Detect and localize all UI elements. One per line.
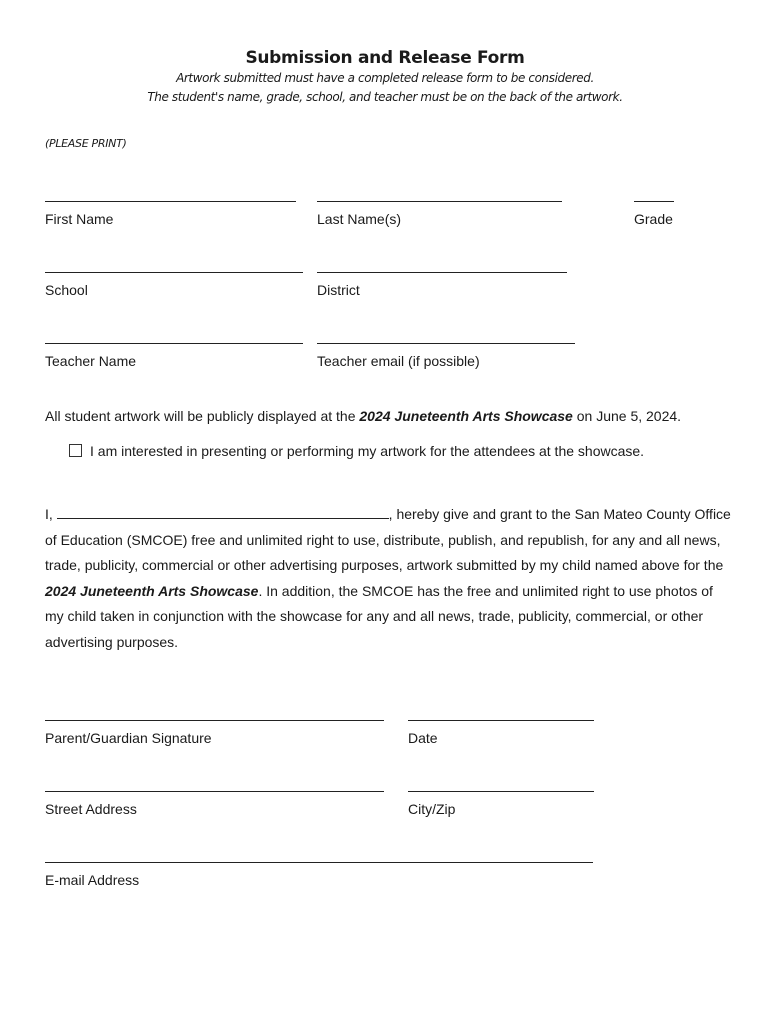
- please-print-note: (PLEASE PRINT): [45, 137, 127, 150]
- parent-signature-label: Parent/Guardian Signature: [45, 730, 212, 746]
- last-name-label: Last Name(s): [317, 211, 402, 227]
- teacher-name-line[interactable]: [45, 343, 303, 344]
- teacher-email-label: Teacher email (if possible): [317, 353, 480, 369]
- presenting-interest-checkbox[interactable]: [69, 444, 82, 457]
- form-title: Submission and Release Form: [245, 48, 525, 68]
- showcase-event-name: 2024 Juneteenth Arts Showcase: [359, 408, 573, 424]
- release-event-name: 2024 Juneteenth Arts Showcase: [45, 582, 259, 599]
- guardian-name-line[interactable]: [57, 505, 389, 519]
- teacher-email-line[interactable]: [317, 343, 575, 344]
- first-name-label: First Name: [45, 211, 114, 227]
- release-part-1: , hereby give and grant to the San Mateo County Office of Education (SMCOE) free and unlimited right to use, distribute, publish, and republish, for any and all news, trade, publicity, commercial or other advertising purposes, artwork submitted by my child named above for the: [45, 506, 731, 574]
- city-zip-label: City/Zip: [408, 801, 456, 817]
- showcase-statement: [45, 408, 681, 424]
- release-paragraph: [45, 502, 735, 656]
- date-line[interactable]: [408, 720, 594, 721]
- date-label: Date: [408, 730, 438, 746]
- street-address-line[interactable]: [45, 791, 384, 792]
- release-start: I,: [45, 506, 57, 522]
- email-address-line[interactable]: [45, 862, 593, 863]
- grade-label: Grade: [634, 211, 673, 227]
- district-line[interactable]: [317, 272, 567, 273]
- school-label: School: [45, 282, 88, 298]
- email-address-label: E-mail Address: [45, 872, 140, 888]
- presenting-interest-label: I am interested in presenting or performing my artwork for the attendees at the showcase.: [90, 443, 645, 459]
- teacher-name-label: Teacher Name: [45, 353, 137, 369]
- grade-line[interactable]: [634, 201, 674, 202]
- showcase-prefix: All student artwork will be publicly displayed at the: [45, 408, 360, 424]
- district-label: District: [317, 282, 360, 298]
- showcase-suffix: on June 5, 2024.: [572, 408, 682, 424]
- last-name-line[interactable]: [317, 201, 562, 202]
- city-zip-line[interactable]: [408, 791, 594, 792]
- street-address-label: Street Address: [45, 801, 137, 817]
- release-part-2: . In addition, the SMCOE has the free and unlimited right to use photos of my child taken in conjunction with the showcase for any and all news, trade, publicity, commercial, or other advertising purposes.: [45, 582, 713, 650]
- parent-signature-line[interactable]: [45, 720, 384, 721]
- form-subtitle-requirement: Artwork submitted must have a completed release form to be considered.: [176, 71, 594, 85]
- school-line[interactable]: [45, 272, 303, 273]
- first-name-line[interactable]: [45, 201, 296, 202]
- form-subtitle-back-info: The student's name, grade, school, and teacher must be on the back of the artwork.: [147, 90, 623, 104]
